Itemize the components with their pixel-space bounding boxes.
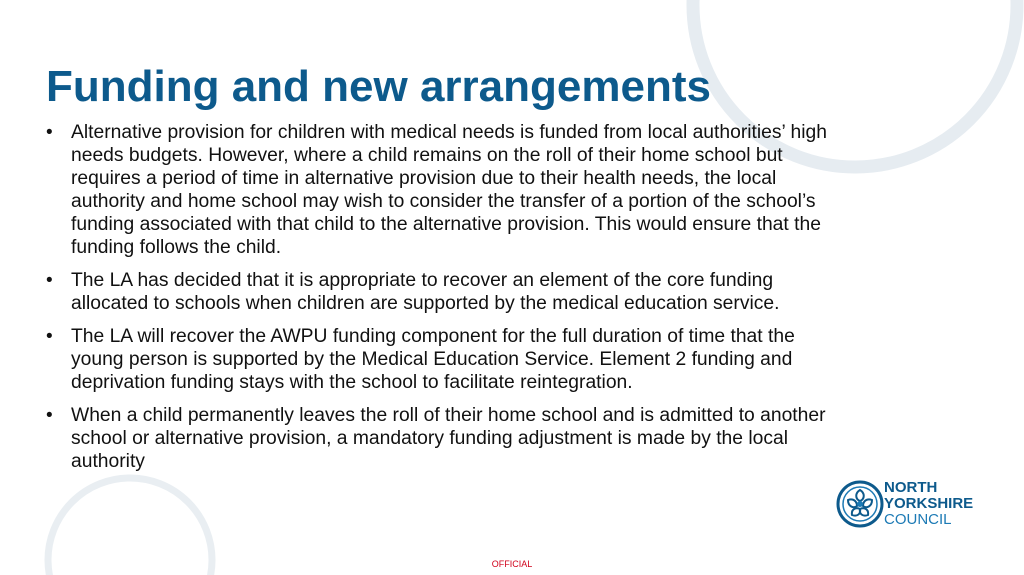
bullet-list xyxy=(46,121,846,483)
bullet-text: The LA has decided that it is appropriate to recover an element of the core funding allocated to schools when children are supported by the medical education service. xyxy=(71,270,780,314)
yorkshire-rose-icon xyxy=(834,478,886,530)
bullet-item xyxy=(46,121,846,259)
bullet-marker: • xyxy=(46,122,53,143)
bullet-marker: • xyxy=(46,270,53,291)
classification-label: OFFICIAL xyxy=(491,559,533,569)
bullet-item xyxy=(46,269,846,315)
logo-line-council: COUNCIL xyxy=(884,511,952,528)
logo-wordmark xyxy=(884,480,973,528)
logo-line-north: NORTH xyxy=(884,479,938,496)
bullet-text: When a child permanently leaves the roll of their home school and is admitted to another school or alternative provision, a mandatory funding adjustment is made by the local authority xyxy=(71,405,826,472)
bullet-item xyxy=(46,404,846,473)
logo-line-yorkshire: YORKSHIRE xyxy=(884,495,974,512)
bullet-marker: • xyxy=(46,405,53,426)
north-yorkshire-council-logo xyxy=(834,478,984,530)
slide-title: Funding and new arrangements xyxy=(46,62,711,111)
bullet-text: Alternative provision for children with medical needs is funded from local authorities’ high needs budgets. However, where a child remains on the roll of their home school but requires a period of time in alternative provision due to their health needs, the local authority and home school may wish to consider the transfer of a portion of the school’s funding associated with that child to the alternative provision. This would ensure that the funding follows the child. xyxy=(71,122,827,258)
bullet-marker: • xyxy=(46,326,53,347)
bullet-text: The LA will recover the AWPU funding component for the full duration of time that the young person is supported by the Medical Education Service. Element 2 funding and deprivation funding stays with the school to facilitate reintegration. xyxy=(71,326,795,393)
bullet-item xyxy=(46,325,846,394)
